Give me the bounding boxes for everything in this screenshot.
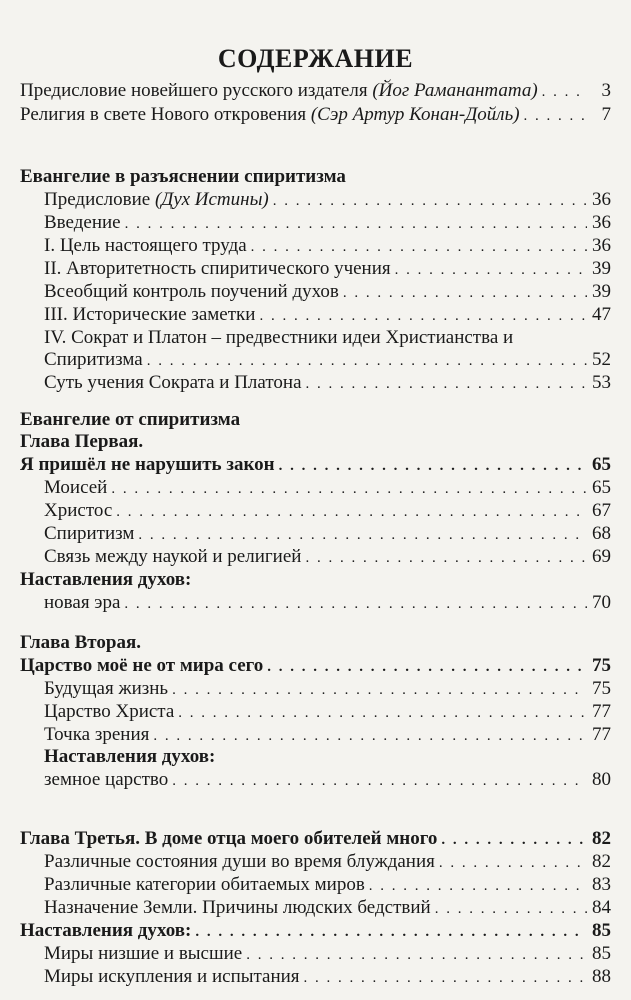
toc-entry: Всеобщий контроль поучений духов . . . 39 — [44, 281, 611, 303]
toc-entry: III. Исторические заметки . . . 47 — [44, 304, 611, 326]
toc-entry: Миры низшие и высшие . . . 85 — [44, 943, 611, 965]
toc-entry: Моисей . . . 65 — [44, 477, 611, 499]
toc-entry: Точка зрения . . . 77 — [44, 724, 611, 746]
toc-entry: Введение . . . 36 — [44, 212, 611, 234]
toc-entry: II. Авторитетность спиритического учения . . . 39 — [44, 258, 611, 280]
chapter-label: Глава Вторая. — [20, 632, 141, 653]
toc-entry: Будущая жизнь . . . 75 — [44, 678, 611, 700]
toc-entry: Спиритизма . . . 52 — [44, 349, 611, 371]
section-heading: Евангелие от спиритизма — [20, 409, 241, 430]
toc-entry: Различные категории обитаемых миров . . . 83 — [44, 874, 611, 896]
toc-entry: Предисловие (Дух Истины) . . . 36 — [44, 189, 611, 211]
toc-entry: I. Цель настоящего труда . . . 36 — [44, 235, 611, 257]
page-title: СОДЕРЖАНИЕ — [217, 44, 414, 73]
toc-entry: Спиритизм . . . 68 — [44, 523, 611, 545]
toc-entry: Христос . . . 67 — [44, 500, 611, 522]
toc-entry: Назначение Земли. Причины людских бедствий . . . 84 — [44, 897, 611, 919]
toc-entry: Миры искупления и испытания . . . 88 — [44, 966, 611, 988]
toc-entry: Предисловие новейшего русского издателя (Йог Раманантата) . . . 3 — [20, 80, 611, 102]
spirits-heading: Наставления духов: — [20, 569, 192, 590]
section-heading: Евангелие в разъяснении спиритизма — [20, 166, 346, 187]
toc-entry: Связь между наукой и религией . . . 69 — [44, 546, 611, 568]
chapter-title: Я пришёл не нарушить закон . . . 65 — [20, 454, 611, 476]
spirits-heading: Наставления духов: . . . 85 — [20, 920, 611, 942]
chapter-label: Глава Первая. — [20, 431, 144, 452]
toc-entry: земное царство . . . 80 — [44, 769, 611, 791]
toc-entry: IV. Сократ и Платон – предвестники идеи Христианства и — [44, 327, 514, 348]
chapter-title: Царство моё не от мира сего . . . 75 — [20, 655, 611, 677]
toc-entry: Различные состояния души во время блуждания . . . 82 — [44, 851, 611, 873]
spirits-heading: Наставления духов: — [44, 746, 216, 767]
toc-entry: Царство Христа . . . 77 — [44, 701, 611, 723]
toc-entry: Суть учения Сократа и Платона . . . 53 — [44, 372, 611, 394]
toc-entry: Религия в свете Нового откровения (Сэр Артур Конан-Дойль) . . . 7 — [20, 104, 611, 126]
chapter-title: Глава Третья. В доме отца моего обителей много . . . 82 — [20, 828, 611, 850]
toc-entry: новая эра . . . 70 — [44, 592, 611, 614]
